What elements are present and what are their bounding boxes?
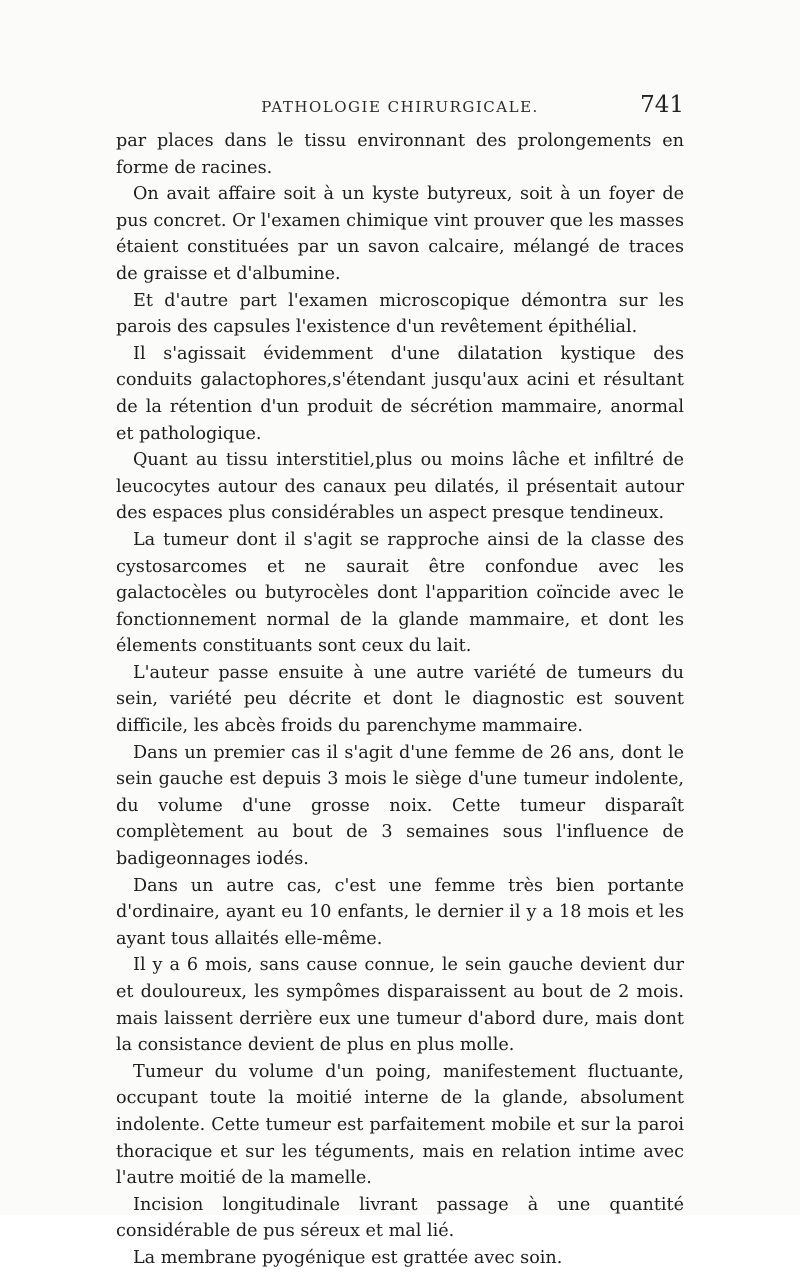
paragraph: Tumeur du volume d'un poing, manifestement fluctuante, occupant toute la moitié interne de la glande, absolument indolente. Cette tumeur est parfaitement mobile et sur la paroi thoracique et sur les téguments, mais en relation intime avec l'autre moitié de la mamelle. — [116, 1061, 684, 1189]
paragraph: La membrane pyogénique est grattée avec soin. — [133, 1247, 563, 1268]
paragraph: Quant au tissu interstitiel,plus ou moins lâche et infiltré de leucocytes autour des canaux peu dilatés, il présentait autour des espaces plus considérables un aspect presque tendineux. — [116, 450, 684, 524]
page-number: 741 — [640, 92, 684, 118]
paragraph: La tumeur dont il s'agit se rapproche ainsi de la classe des cystosarcomes et ne saurait être confondue avec les galactocèles ou butyrocèles dont l'apparition coïncide avec le fonctionnement normal de la glande mammaire, et dont les élements constituants sont ceux du lait. — [116, 529, 684, 657]
body-text — [116, 128, 684, 1272]
paragraph: Il y a 6 mois, sans cause connue, le sein gauche devient dur et douloureux, les sympômes disparaissent au bout de 2 mois. mais laissent derrière eux une tumeur d'abord dure, mais dont la consistance devient de plus en plus molle. — [116, 955, 684, 1056]
paragraph: Incision longitudinale livrant passage à une quantité considérable de pus séreux et mal lié. — [116, 1194, 684, 1242]
paragraph: Dans un premier cas il s'agit d'une femme de 26 ans, dont le sein gauche est depuis 3 mois le siège d'une tumeur indolente, du volume d'une grosse noix. Cette tumeur disparaît complètement au bout de 3 semaines sous l'influence de badigeonnages iodés. — [116, 742, 684, 870]
running-title: PATHOLOGIE CHIRURGICALE. — [261, 98, 539, 116]
paragraph: On avait affaire soit à un kyste butyreux, soit à un foyer de pus concret. Or l'examen chimique vint prouver que les masses étaient constituées par un savon calcaire, mélangé de traces de graisse et d'albumine. — [116, 184, 684, 284]
paragraph: Dans un autre cas, c'est une femme très bien portante d'ordinaire, ayant eu 10 enfants, le dernier il y a 18 mois et les ayant tous allaités elle-même. — [116, 875, 684, 949]
paragraph: par places dans le tissu environnant des prolongements en forme de racines. — [116, 131, 684, 178]
running-head — [116, 94, 684, 124]
paragraph: Il s'agissait évidemment d'une dilatation kystique des conduits galactophores,s'étendant jusqu'aux acini et résultant de la rétention d'un produit de sécrétion mammaire, anormal et pathologique. — [116, 343, 684, 444]
paragraph: Et d'autre part l'examen microscopique démontra sur les parois des capsules l'existence d'un revêtement épithélial. — [116, 290, 684, 338]
paragraph: L'auteur passe ensuite à une autre variété de tumeurs du sein, variété peu décrite et dont le diagnostic est souvent difficile, les abcès froids du parenchyme mammaire. — [116, 662, 684, 737]
